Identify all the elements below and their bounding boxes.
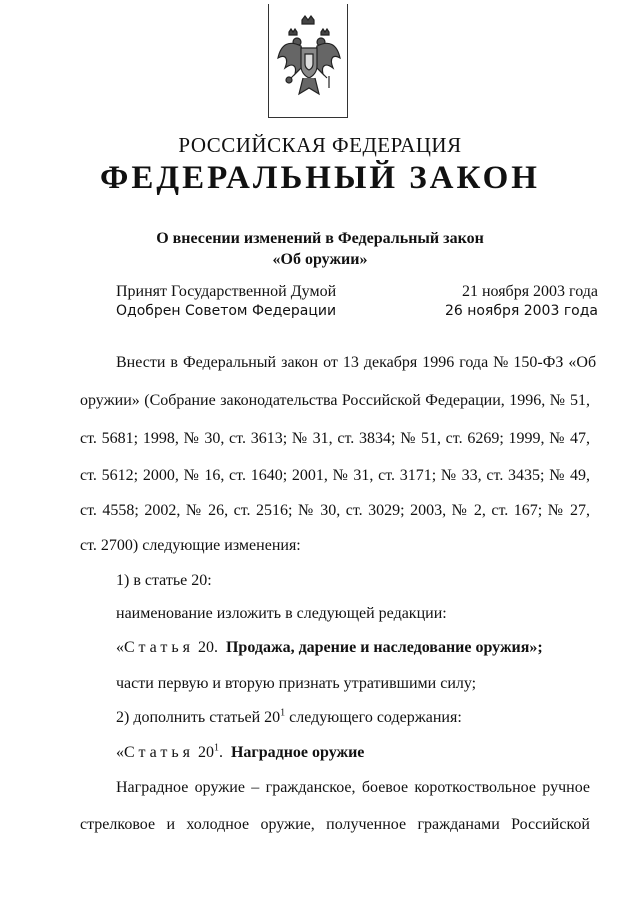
article-20-word: Статья <box>124 639 194 656</box>
definition-line-2: стрелковое и холодное оружие, полученное гражданами Российской <box>80 816 590 833</box>
item-2-text-pre: 2) дополнить статьей 20 <box>116 709 281 726</box>
intro-line-1-text: Внести в Федеральный закон от 13 декабря 1996 года № 150-ФЗ «Об <box>116 354 597 371</box>
article-20-1-superscript: 1 <box>213 742 219 754</box>
item-2-superscript: 1 <box>280 707 286 719</box>
article-20-1-number: 20 <box>197 744 214 761</box>
article-20-title: Продажа, дарение и наследование оружия»; <box>225 639 543 656</box>
country-name: РОССИЙСКАЯ ФЕДЕРАЦИЯ <box>178 133 462 157</box>
duma-adoption-date: 21 ноября 2003 года <box>461 283 598 300</box>
article-20-1-title: Наградное оружие <box>230 744 365 761</box>
subject-line-1: О внесении изменений в Федеральный закон <box>156 230 484 247</box>
item-2-text-post: следующего содержания: <box>285 709 462 726</box>
amendment-item-1-a: наименование изложить в следующей редакции: <box>116 605 447 622</box>
double-headed-eagle-icon <box>275 14 343 106</box>
intro-line-5: ст. 4558; 2002, № 26, ст. 2516; № 30, ст. 3029; 2003, № 2, ст. 167; № 27, <box>80 502 590 519</box>
duma-adoption-label: Принят Государственной Думой <box>116 283 337 300</box>
subject-line-2: «Об оружии» <box>272 251 368 268</box>
law-subject <box>0 228 640 270</box>
intro-line-1 <box>116 353 597 373</box>
council-approval-date: 26 ноября 2003 года <box>444 303 598 319</box>
amendment-item-1: 1) в статье 20: <box>116 572 212 589</box>
definition-line-1: Наградное оружие – гражданское, боевое короткоствольное ручное <box>116 779 590 796</box>
council-approval-label: Одобрен Советом Федерации <box>116 303 337 319</box>
article-20-number: 20. <box>197 639 218 656</box>
article-20-1-open-quote: « <box>116 744 124 761</box>
intro-line-2: оружии» (Собрание законодательства Российской Федерации, 1996, № 51, <box>80 392 590 409</box>
article-20-heading <box>116 638 543 658</box>
article-20-1-word: Статья <box>124 744 194 761</box>
intro-line-3: ст. 5681; 1998, № 30, ст. 3613; № 31, ст. 3834; № 51, ст. 6269; 1999, № 47, <box>80 430 590 447</box>
intro-line-6: ст. 2700) следующие изменения: <box>80 537 301 554</box>
article-20-open-quote: « <box>116 639 124 656</box>
amendment-item-1-b: части первую и вторую признать утратившими силу; <box>116 675 477 692</box>
law-type-title: ФЕДЕРАЛЬНЫЙ ЗАКОН <box>100 160 540 196</box>
intro-line-4: ст. 5612; 2000, № 16, ст. 1640; 2001, № 31, ст. 3171; № 33, ст. 3435; № 49, <box>80 467 590 484</box>
amendment-item-2 <box>116 708 462 728</box>
article-20-1-heading: «Статья $20^1$. Наградное оружие <box>116 742 365 761</box>
coat-of-arms-frame <box>268 4 348 118</box>
